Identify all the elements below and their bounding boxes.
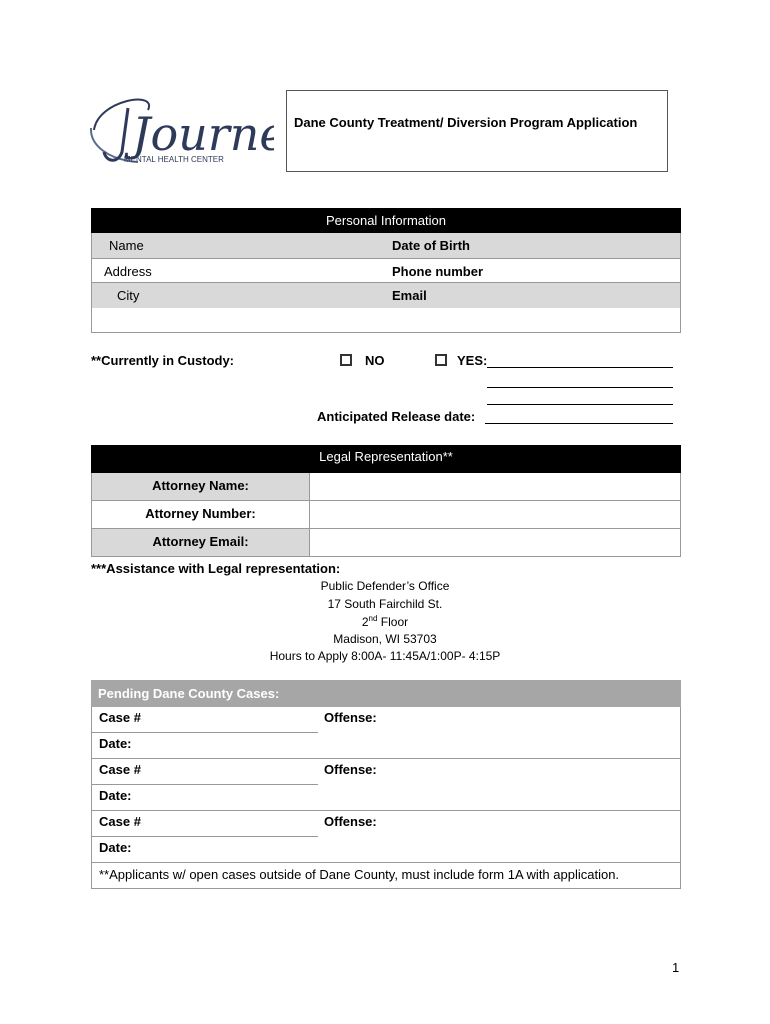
journey-logo [88, 90, 274, 180]
form-title: Dane County Treatment/ Diversion Program Application [294, 115, 638, 130]
name-label: Name [109, 238, 144, 253]
case-divider [92, 784, 318, 785]
personal-info-blank-row[interactable] [91, 308, 681, 333]
pd-floor-number: 2 [361, 615, 369, 629]
name-row [91, 233, 681, 258]
page-number: 1 [672, 960, 680, 975]
pd-floor [0, 614, 770, 629]
city-row [91, 283, 681, 308]
case-block-1[interactable] [91, 707, 681, 759]
case-block-2[interactable] [91, 759, 681, 811]
title-box [286, 90, 668, 172]
city-label: City [117, 288, 140, 303]
release-date-label: Anticipated Release date: [317, 409, 476, 424]
custody-no-checkbox[interactable] [340, 354, 352, 366]
attorney-email-label: Attorney Email: [92, 529, 310, 556]
pending-cases-header: Pending Dane County Cases: [91, 680, 681, 707]
logo-tagline: MENTAL HEALTH CENTER [124, 155, 224, 164]
address-label: Address [104, 264, 152, 279]
case-divider [92, 732, 318, 733]
outside-county-note: **Applicants w/ open cases outside of Dane County, must include form 1A with application. [91, 863, 681, 889]
pd-floor-word: Floor [377, 615, 409, 629]
personal-info-table [91, 208, 681, 333]
pd-floor-suffix: nd [368, 614, 378, 623]
legal-rep-header: Legal Representation** [91, 445, 681, 473]
custody-line-1[interactable] [487, 367, 673, 368]
custody-label: **Currently in Custody: [91, 353, 235, 368]
personal-info-header: Personal Information [91, 208, 681, 233]
offense-label: Offense: [324, 814, 377, 829]
attorney-name-label: Attorney Name: [92, 473, 310, 500]
phone-label: Phone number [392, 264, 484, 279]
case-number-label: Case # [99, 710, 141, 725]
attorney-name-field[interactable] [310, 473, 680, 500]
case-divider [92, 836, 318, 837]
attorney-number-label: Attorney Number: [92, 501, 310, 528]
release-date-line[interactable] [485, 423, 673, 424]
attorney-email-field[interactable] [310, 529, 680, 556]
attorney-number-field[interactable] [310, 501, 680, 528]
pd-office: Public Defender’s Office [320, 579, 450, 593]
custody-yes-label: YES: [457, 353, 488, 368]
case-number-label: Case # [99, 762, 141, 777]
custody-no-label: NO [365, 353, 385, 368]
logo-wordmark: Journ [132, 107, 260, 161]
pd-city: Madison, WI 53703 [333, 632, 437, 646]
email-label: Email [392, 288, 427, 303]
pd-hours: Hours to Apply 8:00A- 11:45A/1:00P- 4:15P [269, 649, 501, 663]
offense-label: Offense: [324, 762, 377, 777]
case-date-label: Date: [99, 788, 132, 803]
offense-label: Offense: [324, 710, 377, 725]
pd-street: 17 South Fairchild St. [327, 597, 443, 611]
pending-cases-table [91, 680, 681, 889]
custody-line-3[interactable] [487, 404, 673, 405]
attorney-number-row [91, 501, 681, 529]
attorney-name-row [91, 473, 681, 501]
dob-label: Date of Birth [392, 238, 470, 253]
attorney-email-row [91, 529, 681, 557]
case-number-label: Case # [99, 814, 141, 829]
address-row [91, 258, 681, 283]
case-block-3[interactable] [91, 811, 681, 863]
custody-line-2[interactable] [487, 387, 673, 388]
custody-yes-checkbox[interactable] [435, 354, 447, 366]
case-date-label: Date: [99, 736, 132, 751]
case-date-label: Date: [99, 840, 132, 855]
assistance-label: ***Assistance with Legal representation: [91, 561, 341, 576]
